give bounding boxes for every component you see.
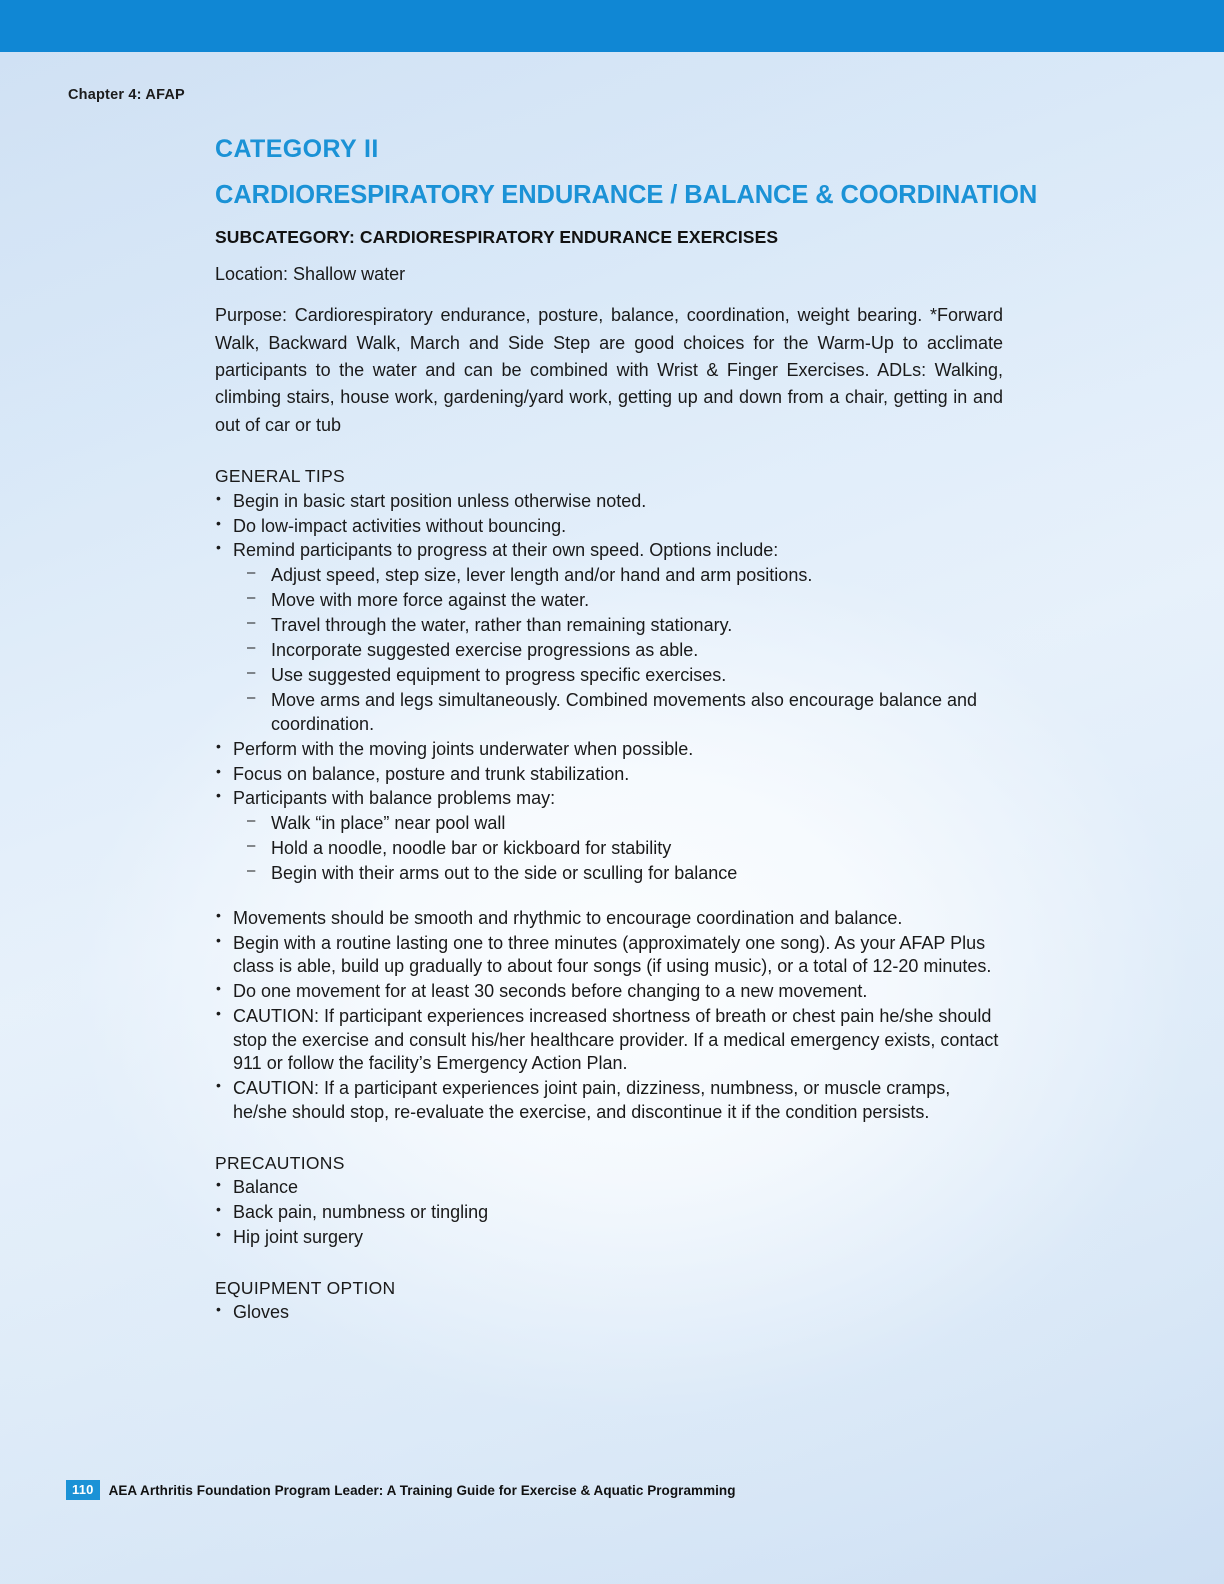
spacer xyxy=(215,1251,1003,1277)
list-item: • Balance xyxy=(215,1176,1003,1200)
general-tips-sublist-2 xyxy=(215,812,1003,886)
list-item: – Begin with their arms out to the side or sculling for balance xyxy=(243,862,1003,886)
list-item: – Incorporate suggested exercise progressions as able. xyxy=(243,639,1003,663)
list-item: • Focus on balance, posture and trunk stabilization. xyxy=(215,763,1003,787)
list-item: • Movements should be smooth and rhythmic to encourage coordination and balance. xyxy=(215,907,1003,931)
list-item: • Hip joint surgery xyxy=(215,1226,1003,1250)
general-tips-list-1 xyxy=(215,490,1003,563)
general-tips-list-2 xyxy=(215,738,1003,811)
list-item: – Travel through the water, rather than remaining stationary. xyxy=(243,614,1003,638)
precautions-heading: PRECAUTIONS xyxy=(215,1152,345,1173)
general-tips-heading: GENERAL TIPS xyxy=(215,466,346,487)
footer-title: AEA Arthritis Foundation Program Leader: A Training Guide for Exercise & Aquatic Programming xyxy=(108,1482,736,1498)
equipment-option-heading: EQUIPMENT OPTION xyxy=(215,1277,396,1298)
list-item: – Move with more force against the water. xyxy=(243,589,1003,613)
general-tips-sublist-1 xyxy=(215,564,1003,737)
list-item: – Walk “in place” near pool wall xyxy=(243,812,1003,836)
list-item: – Hold a noodle, noodle bar or kickboard for stability xyxy=(243,837,1003,861)
top-banner-bar xyxy=(0,0,1224,52)
spacer xyxy=(215,1126,1003,1152)
list-item: • CAUTION: If a participant experiences joint pain, dizziness, numbness, or muscle cramps, he/she should stop, re-evaluate the exercise, and discontinue it if the condition persists. xyxy=(215,1077,1003,1125)
list-item: • Begin with a routine lasting one to three minutes (approximately one song). As your AFAP Plus class is able, build up gradually to about four songs (if using music), or a total of 12-20 minutes. xyxy=(215,932,1003,980)
list-item: • Remind participants to progress at their own speed. Options include: xyxy=(215,539,1003,563)
page-number-badge: 110 xyxy=(66,1480,100,1500)
location-line: Location: Shallow water xyxy=(215,264,406,285)
list-item: – Adjust speed, step size, lever length and/or hand and arm positions. xyxy=(243,564,1003,588)
category-title: CATEGORY II xyxy=(215,135,379,163)
purpose-paragraph: Purpose: Cardiorespiratory endurance, posture, balance, coordination, weight bearing. *Forward Walk, Backward Walk, March and Side Step are good choices for the Warm-Up to acclimate participants to the water and can be combined with Wrist & Finger Exercises. ADLs: Walking, climbing stairs, house work, gardening/yard work, getting up and down from a chair, getting in and out of car or tub xyxy=(215,305,1003,435)
list-item: • Perform with the moving joints underwater when possible. xyxy=(215,738,1003,762)
list-item: • Do one movement for at least 30 seconds before changing to a new movement. xyxy=(215,980,1003,1004)
list-item: • Participants with balance problems may: xyxy=(215,787,1003,811)
list-item: • CAUTION: If participant experiences increased shortness of breath or chest pain he/she should stop the exercise and consult his/her healthcare provider. If a medical emergency exists, contact 911 or follow the facility’s Emergency Action Plan. xyxy=(215,1005,1003,1076)
precautions-list xyxy=(215,1176,1003,1249)
list-item: • Do low-impact activities without bouncing. xyxy=(215,515,1003,539)
general-tips-list-3 xyxy=(215,907,1003,1125)
list-item: – Move arms and legs simultaneously. Combined movements also encourage balance and coordination. xyxy=(243,689,1003,737)
list-item: – Use suggested equipment to progress specific exercises. xyxy=(243,664,1003,688)
equipment-option-list xyxy=(215,1301,1003,1325)
spacer xyxy=(215,887,1003,907)
page-footer xyxy=(66,1480,736,1500)
page-content xyxy=(215,135,1038,1326)
list-item: • Back pain, numbness or tingling xyxy=(215,1201,1003,1225)
chapter-label: Chapter 4: AFAP xyxy=(68,87,185,103)
list-item: • Begin in basic start position unless otherwise noted. xyxy=(215,490,1003,514)
category-subtitle: CARDIORESPIRATORY ENDURANCE / BALANCE & COORDINATION xyxy=(215,181,1038,210)
subcategory-heading: SUBCATEGORY: CARDIORESPIRATORY ENDURANCE EXERCISES xyxy=(215,227,779,248)
list-item: • Gloves xyxy=(215,1301,1003,1325)
